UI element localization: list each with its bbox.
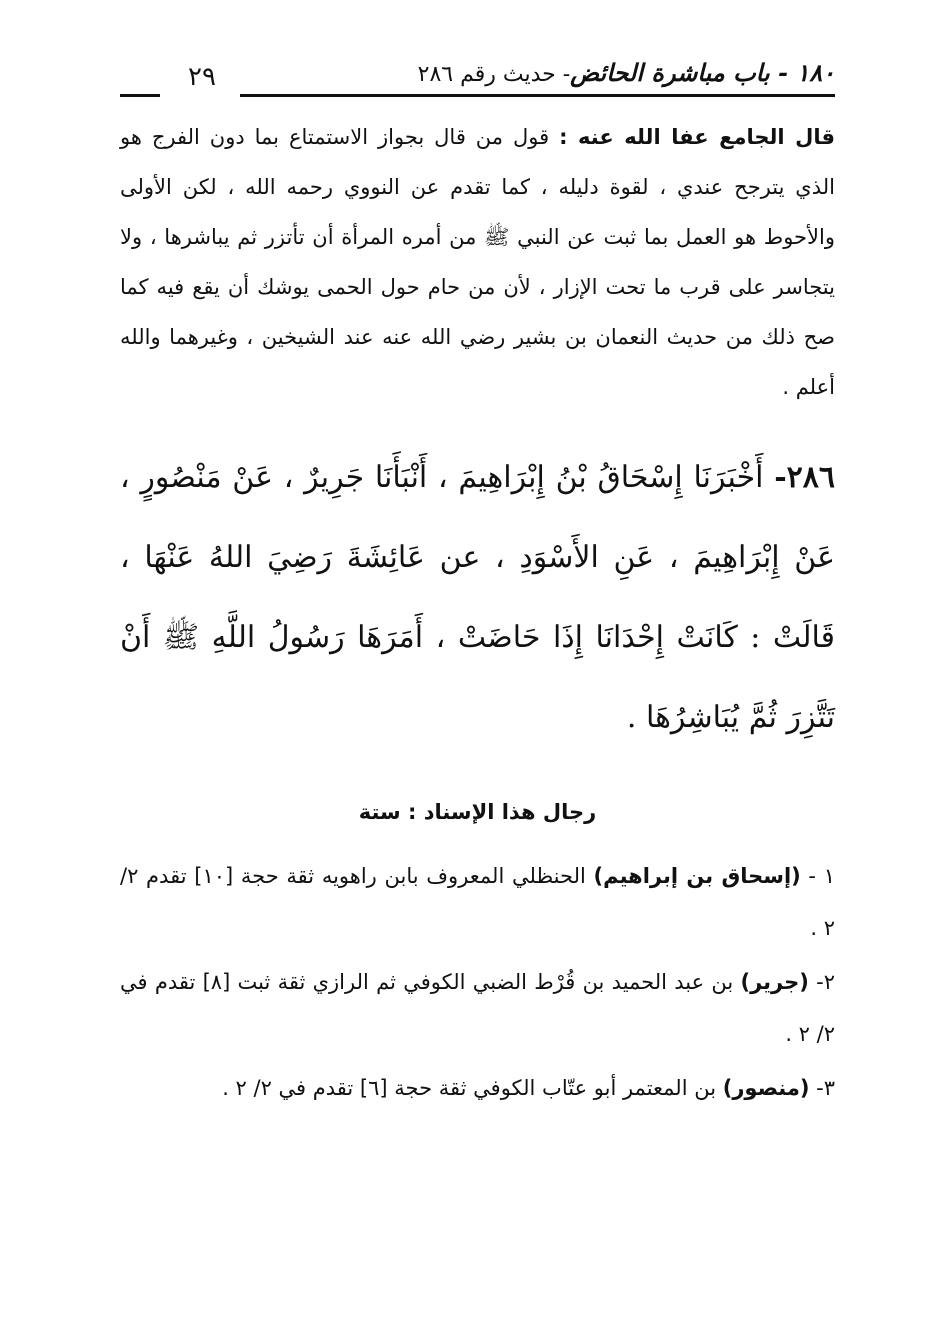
narrator-name: (منصور) <box>722 1076 810 1100</box>
narrator-item <box>120 956 835 1060</box>
hadith-paragraph <box>120 438 835 758</box>
narrator-prefix: ٢- <box>808 970 835 994</box>
chapter-title-text: ١٨٠ - باب مباشرة الحائض <box>570 58 835 87</box>
narrator-name: (جرير) <box>740 970 809 994</box>
commentary-text: قول من قال بجواز الاستمتاع بما دون الفرج هو الذي يترجح عندي ، لقوة دليله ، كما تقدم عن النووي رحمه الله ، لكن الأولى والأحوط هو العمل بما ثبت عن النبي ﷺ من أمره المرأة أن تأتزر ثم يباشرها ، ولا يتجاسر على قرب ما تحت الإزار ، لأن من حام حول الحمى يوشك أن يقع فيه كما صح ذلك من حديث النعمان بن بشير رضي الله عنه عند الشيخين ، وغيرهما والله أعلم . <box>120 125 835 399</box>
narrator-item <box>120 1062 835 1114</box>
narrator-details: الحنظلي المعروف بابن راهويه ثقة حجة [١٠] تقدم ٢/ ٢ . <box>120 864 835 940</box>
commentary-lead: قال الجامع عفا الله عنه : <box>559 125 835 149</box>
narrator-prefix: ٣- <box>809 1076 835 1100</box>
narrators-list <box>120 850 835 1116</box>
header-dash <box>130 94 160 97</box>
hadith-reference: - حديث رقم ٢٨٦ <box>417 62 571 87</box>
page-number: ٢٩ <box>172 62 232 92</box>
hadith-number: ٢٨٦- <box>774 460 836 495</box>
narrator-item <box>120 850 835 954</box>
header-rule-gap <box>160 92 240 100</box>
commentary-paragraph <box>120 112 835 412</box>
chapter-title <box>418 58 835 87</box>
narrators-section-title: رجال هذا الإسناد : ستة <box>358 800 597 824</box>
narrator-prefix: ١ - <box>800 864 835 888</box>
narrator-details: بن عبد الحميد بن قُرْط الضبي الكوفي ثم الرازي ثقة ثبت [٨] تقدم في ٢/ ٢ . <box>120 970 835 1046</box>
narrator-name: (إسحاق بن إبراهيم) <box>593 864 801 888</box>
narrator-details: بن المعتمر أبو عتّاب الكوفي ثقة حجة [٦] تقدم في ٢/ ٢ . <box>222 1076 723 1100</box>
page-header <box>120 58 835 102</box>
hadith-text: أَخْبَرَنَا إِسْحَاقُ بْنُ إِبْرَاهِيمَ ، أَنْبَأَنَا جَرِيرٌ ، عَنْ مَنْصُورٍ ، عَنْ إِبْرَاهِيمَ ، عَنِ الأَسْوَدِ ، عن عَائِشَةَ رَضِيَ اللهُ عَنْهَا ، قَالَتْ : كَانَتْ إِحْدَانَا إِذَا حَاضَتْ ، أَمَرَهَا رَسُولُ اللَّهِ ﷺ أَنْ تَتَّزِرَ ثُمَّ يُبَاشِرُهَا . <box>120 460 835 735</box>
